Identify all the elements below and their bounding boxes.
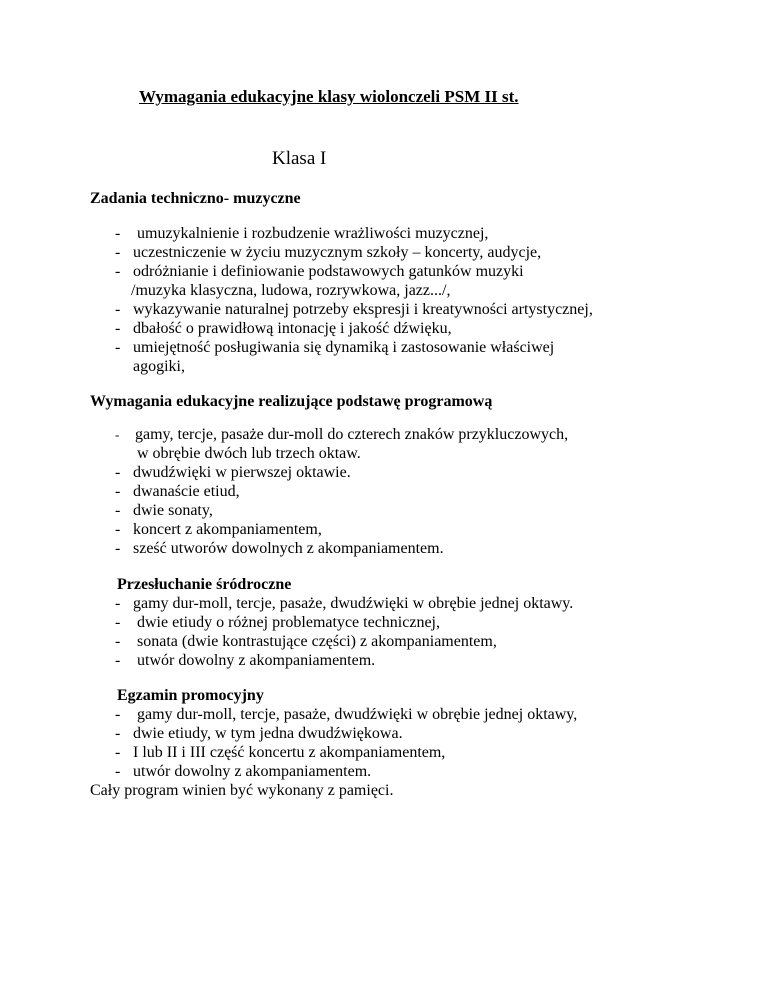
- list-item: gamy, tercje, pasaże dur-moll do czterech znaków przykluczowych,: [135, 426, 569, 443]
- class-heading: Klasa I: [272, 148, 327, 169]
- list-dash: -: [115, 225, 121, 242]
- list-dash: -: [115, 502, 121, 519]
- list-item: dwanaście etiud,: [133, 483, 240, 500]
- section-heading-tasks: Zadania techniczno- muzyczne: [90, 190, 301, 207]
- list-item: umuzykalnienie i rozbudzenie wrażliwości muzycznej,: [137, 225, 489, 242]
- section-heading-requirements: Wymagania edukacyjne realizujące podstawę programową: [90, 393, 493, 410]
- list-dash: -: [115, 763, 121, 780]
- closing-note: Cały program winien być wykonany z pamięci.: [90, 782, 394, 799]
- list-item: utwór dowolny z akompaniamentem.: [137, 652, 376, 669]
- list-dash: -: [115, 652, 121, 669]
- list-item: dbałość o prawidłową intonację i jakość dźwięku,: [133, 320, 452, 337]
- list-item: odróżnianie i definiowanie podstawowych gatunków muzyki: [133, 263, 524, 280]
- list-item: sonata (dwie kontrastujące części) z akompaniamentem,: [137, 633, 497, 650]
- list-item: sześć utworów dowolnych z akompaniamentem.: [133, 540, 444, 557]
- list-item-continuation: /muzyka klasyczna, ludowa, rozrywkowa, jazz.../,: [131, 282, 451, 299]
- section-heading-midterm: Przesłuchanie śródroczne: [117, 576, 292, 593]
- list-dash: -: [115, 464, 121, 481]
- list-item: dwudźwięki w pierwszej oktawie.: [133, 464, 351, 481]
- list-dash: -: [115, 320, 121, 337]
- list-item: wykazywanie naturalnej potrzeby ekspresji i kreatywności artystycznej,: [133, 301, 593, 318]
- document-title: Wymagania edukacyjne klasy wiolonczeli PSM II st.: [139, 87, 519, 106]
- list-item: gamy dur-moll, tercje, pasaże, dwudźwięki w obrębie jednej oktawy,: [137, 706, 578, 723]
- list-item: dwie etiudy o różnej problematyce technicznej,: [137, 614, 440, 631]
- list-dash: -: [115, 725, 121, 742]
- list-dash: -: [115, 301, 121, 318]
- list-dash: -: [115, 244, 121, 261]
- list-dash: -: [115, 633, 121, 650]
- list-dash: -: [115, 483, 121, 500]
- list-item: dwie etiudy, w tym jedna dwudźwiękowa.: [133, 725, 403, 742]
- list-dash: -: [115, 263, 121, 280]
- list-dash: -: [115, 744, 121, 761]
- list-item: utwór dowolny z akompaniamentem.: [133, 763, 372, 780]
- list-item: uczestniczenie w życiu muzycznym szkoły – koncerty, audycje,: [133, 244, 542, 261]
- list-dash: -: [115, 521, 121, 538]
- list-dash: -: [115, 595, 121, 612]
- list-item-continuation: agogiki,: [133, 358, 185, 375]
- list-dash: -: [115, 540, 121, 557]
- list-dash: -: [115, 427, 120, 442]
- list-item: umiejętność posługiwania się dynamiką i zastosowanie właściwej: [133, 339, 555, 356]
- list-item: gamy dur-moll, tercje, pasaże, dwudźwięki w obrębie jednej oktawy.: [133, 595, 574, 612]
- list-item: koncert z akompaniamentem,: [133, 521, 322, 538]
- list-item: I lub II i III część koncertu z akompaniamentem,: [133, 744, 446, 761]
- list-item: dwie sonaty,: [133, 502, 213, 519]
- section-heading-exam: Egzamin promocyjny: [117, 687, 264, 704]
- list-item-continuation: w obrębie dwóch lub trzech oktaw.: [137, 445, 361, 462]
- list-dash: -: [115, 614, 121, 631]
- list-dash: -: [115, 706, 121, 723]
- list-dash: -: [115, 339, 121, 356]
